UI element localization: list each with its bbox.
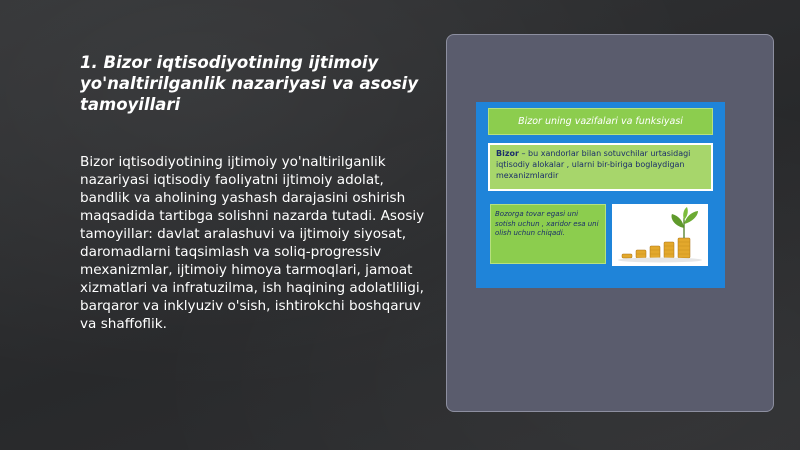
embedded-slide-image [476, 102, 725, 288]
slide-title: 1. Bizor iqtisodiyotining ijtimoiy yo'naltirilganlik nazariyasi va asosiy tamoyillari [80, 53, 419, 114]
slide-image-definition [488, 143, 713, 191]
slide-body-text: Bizor iqtisodiyotining ijtimoiy yo'naltirilganlik nazariyasi iqtisodiy faoliyatni ijtimoiy adolat, bandlik va aholining yashash darajasini oshirish maqsadida tartibga solishni nazarda tutadi. Asosiy tamoyillar: davlat aralashuvi va ijtimoiy siyosat, daromadlarni taqsimlash va soliq-progressiv mexanizmlar, ijtimoiy himoya tarmoqlari, jamoat xizmatlari va infratuzilma, ish haqining adolatliligi, barqaror va inklyuziv o'sish, ishtirokchi boshqaruv va shaffoflik. [80, 154, 425, 332]
coins-plant-icon [612, 204, 708, 266]
slide-image-banner: Bizor uning vazifalari va funksiyasi [488, 108, 713, 135]
slide-image-note: Bozorga tovar egasi uni sotish uchun , xaridor esa uni olish uchun chiqadi. [490, 204, 606, 264]
definition-term: Bizor [496, 149, 519, 158]
coins-plant-illustration [612, 204, 708, 266]
definition-text: – bu xandorlar bilan sotuvchilar urtasidagi iqtisodiy alokalar , ularni bir-biriga boglaydigan mexanizmlardir [496, 149, 691, 180]
image-panel [446, 34, 774, 412]
